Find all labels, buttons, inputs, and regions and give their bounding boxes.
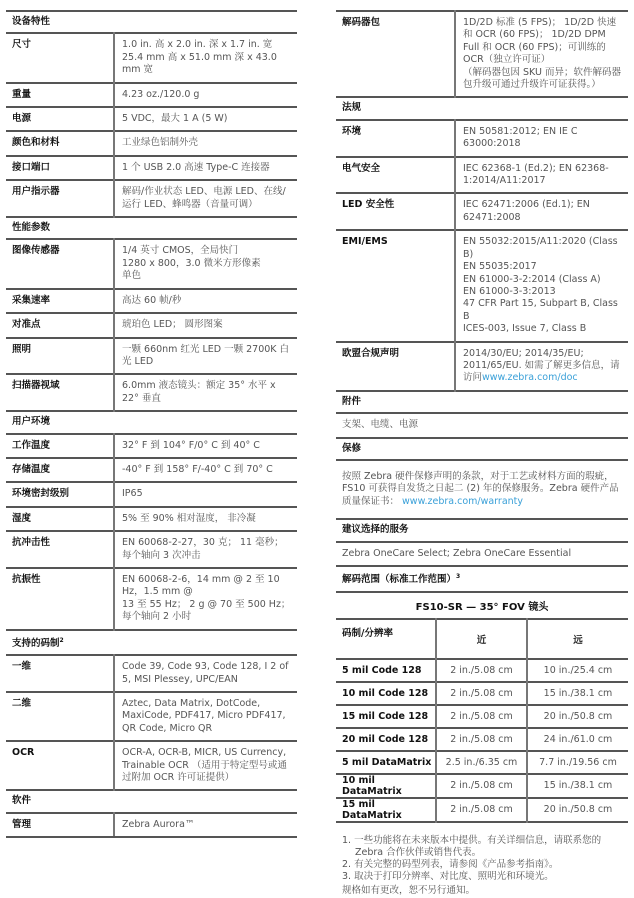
spec-value: 5 VDC，最大 1 A (5 W) <box>114 107 297 131</box>
spec-key: 环境 <box>336 120 455 157</box>
section-title: 附件 <box>336 391 628 413</box>
spec-row <box>6 741 297 790</box>
spec-table-left <box>6 10 297 838</box>
spec-key: 解码器包 <box>336 11 455 97</box>
spec-row <box>6 131 297 155</box>
spec-key: LED 安全性 <box>336 193 455 230</box>
spec-row <box>6 507 297 531</box>
symbology: 15 mil DataMatrix <box>336 798 436 822</box>
spec-value: OCR-A, OCR-B, MICR, US Currency, Trainable OCR （适用于特定型号或通过附加 OCR 许可证提供） <box>114 741 297 790</box>
spec-table-right <box>336 10 628 591</box>
spec-row <box>6 374 297 411</box>
near-range: 2 in./5.08 cm <box>436 659 527 682</box>
col-header-near: 近 <box>436 619 527 659</box>
far-range: 20 in./50.8 cm <box>527 798 628 822</box>
spec-value: 5% 至 90% 相对湿度， 非冷凝 <box>114 507 297 531</box>
spec-row <box>6 692 297 741</box>
section-title: 软件 <box>12 795 32 807</box>
footnote-ref: 2 <box>59 636 64 644</box>
spec-row <box>336 542 628 566</box>
spec-row <box>336 230 628 341</box>
spec-value <box>455 157 628 194</box>
spec-key: 用户指示器 <box>6 180 114 217</box>
section-header <box>336 438 628 460</box>
symbology: 5 mil DataMatrix <box>336 751 436 774</box>
spec-row <box>6 482 297 506</box>
spec-key: 对准点 <box>6 313 114 337</box>
spec-row <box>336 342 628 391</box>
section-header <box>336 97 628 119</box>
section-title: 支持的码制 <box>12 637 60 649</box>
spec-row <box>6 338 297 375</box>
spec-key: 工作温度 <box>6 434 114 458</box>
spec-row <box>6 156 297 180</box>
spec-key: 管理 <box>6 813 114 837</box>
footnote: 3. 取决于打印分辨率、对比度、照明光和环境光。 <box>342 871 554 883</box>
footnote: 2. 有关完整的码型列表，请参阅《产品参考指南》。 <box>342 858 559 870</box>
spec-value: 琥珀色 LED； 圆形图案 <box>114 313 297 337</box>
spec-row <box>6 313 297 337</box>
spec-value: EN 60068-2-27，30 克； 11 毫秒；每个轴向 3 次冲击 <box>114 531 297 568</box>
footnote-ref: 3 <box>456 573 461 580</box>
spec-row <box>336 157 628 194</box>
col-header-symbology: 码制/分辨率 <box>336 619 436 659</box>
disclaimer: 规格如有更改，恕不另行通知。 <box>342 885 476 897</box>
section-header <box>6 790 297 812</box>
spec-key: 电源 <box>6 107 114 131</box>
spec-value: 1D/2D 标准 (5 FPS)； 1D/2D 快速和 OCR (60 FPS)； 1D/2D DPM Full 和 OCR (60 FPS)；可训练的 OCR（独立许可证） （解码器包因 SKU 而异；软件解码器包升级可通过升级许可证获得。） <box>455 11 628 97</box>
spec-value: 工业绿色铝制外壳 <box>114 131 297 155</box>
spec-value: 1/4 英寸 CMOS，全局快门 1280 x 800，3.0 微米方形像素 单色 <box>114 239 297 288</box>
symbology: 10 mil Code 128 <box>336 682 436 705</box>
spec-value: 4.23 oz./120.0 g <box>114 83 297 107</box>
section-header <box>6 11 297 33</box>
warranty-link[interactable]: www.zebra.com/warranty <box>402 495 524 507</box>
range-row <box>336 705 628 728</box>
section-header <box>6 411 297 433</box>
spec-row <box>6 33 297 82</box>
spec-key: 抗冲击性 <box>6 531 114 568</box>
spec-row <box>6 813 297 837</box>
far-range: 24 in./61.0 cm <box>527 728 628 751</box>
spec-value-text: IEC 62368-1 (Ed.2); EN 62368-1:2014/A11:2017 <box>463 162 609 187</box>
near-range: 2 in./5.08 cm <box>436 705 527 728</box>
spec-row <box>6 289 297 313</box>
section-title: 用户环境 <box>12 416 51 428</box>
symbology: 10 mil DataMatrix <box>336 774 436 798</box>
far-range: 7.7 in./19.56 cm <box>527 751 628 774</box>
spec-value: 解码/作业状态 LED、电源 LED、在线/运行 LED、蜂鸣器（音量可调） <box>114 180 297 217</box>
col-header-far: 远 <box>527 619 628 659</box>
far-range: 20 in./50.8 cm <box>527 705 628 728</box>
section-header <box>6 217 297 239</box>
near-range: 2.5 in./6.35 cm <box>436 751 527 774</box>
decode-range-table <box>336 618 628 823</box>
spec-key: 采集速率 <box>6 289 114 313</box>
spec-value: Aztec, Data Matrix, DotCode, MaxiCode, PDF417, Micro PDF417, QR Code, Micro QR <box>114 692 297 741</box>
spec-value <box>455 193 628 230</box>
spec-value: Code 39, Code 93, Code 128, I 2 of 5, MSI Plessey, UPC/EAN <box>114 655 297 692</box>
spec-key: 二维 <box>6 692 114 741</box>
spec-key: 湿度 <box>6 507 114 531</box>
spec-value: -40° F 到 158° F/-40° C 到 70° C <box>114 458 297 482</box>
far-range: 15 in./38.1 cm <box>527 774 628 798</box>
spec-row <box>6 531 297 568</box>
section-header <box>336 566 628 591</box>
services-text: Zebra OneCare Select; Zebra OneCare Essential <box>336 542 628 566</box>
symbology: 5 mil Code 128 <box>336 659 436 682</box>
spec-value: 一颗 660nm 红光 LED 一颗 2700K 白光 LED <box>114 338 297 375</box>
spec-value: 1 个 USB 2.0 高速 Type-C 连接器 <box>114 156 297 180</box>
footnotes <box>336 835 628 898</box>
range-row <box>336 774 628 798</box>
footnote: 1. 一些功能将在未来版本中提供。有关详细信息，请联系您的 Zebra 合作伙伴或销售代表。 <box>342 834 602 858</box>
section-title: 性能参数 <box>12 222 51 234</box>
range-row <box>336 798 628 822</box>
spec-key: EMI/EMS <box>336 230 455 341</box>
spec-key: 一维 <box>6 655 114 692</box>
spec-value-text: IEC 62471:2006 (Ed.1); EN 62471:2008 <box>463 199 590 223</box>
spec-key: 抗振性 <box>6 568 114 630</box>
spec-row <box>6 568 297 630</box>
accessories-text: 支架、电缆、电源 <box>336 413 628 437</box>
spec-value <box>455 120 628 157</box>
near-range: 2 in./5.08 cm <box>436 682 527 705</box>
doc-link[interactable]: www.zebra.com/doc <box>482 372 578 384</box>
spec-row <box>336 193 628 230</box>
spec-value: 1.0 in. 高 x 2.0 in. 深 x 1.7 in. 宽 25.4 mm 高 x 51.0 mm 深 x 43.0 mm 宽 <box>114 33 297 82</box>
spec-row <box>6 83 297 107</box>
spec-row <box>336 11 628 97</box>
warranty-text: 按照 Zebra 硬件保修声明的条款，对于工艺或材料方面的瑕疵，FS10 可获得自发货之日起二 (2) 年的保修服务。Zebra 硬件产品质量保证书： <box>342 470 619 507</box>
spec-row <box>336 413 628 437</box>
far-range: 15 in./38.1 cm <box>527 682 628 705</box>
spec-row <box>6 458 297 482</box>
spec-key: OCR <box>6 741 114 790</box>
spec-row <box>336 120 628 157</box>
near-range: 2 in./5.08 cm <box>436 798 527 822</box>
spec-row <box>6 107 297 131</box>
spec-value-text: EN 55032:2015/A11:2020 (Class B) EN 55035:2017 EN 61000-3-2:2014 (Class A) EN 61000-3-3:2013 47 CFR Part 15, Subpart B, Class B ICES-003, Issue 7, Class B <box>463 236 618 335</box>
spec-value: 高达 60 帧/秒 <box>114 289 297 313</box>
section-title: 法规 <box>336 97 628 119</box>
spec-value: Zebra Aurora™ <box>114 813 297 837</box>
spec-key: 尺寸 <box>6 33 114 82</box>
spec-key: 重量 <box>6 83 114 107</box>
section-header <box>6 630 297 656</box>
spec-key: 颜色和材料 <box>6 131 114 155</box>
spec-row <box>6 180 297 217</box>
right-column <box>336 10 628 898</box>
section-title: 设备特性 <box>12 16 51 27</box>
spec-value-text: 2014/30/EU; 2014/35/EU; 2011/65/EU. 如需了解更多信息，请访问 <box>463 347 620 384</box>
spec-key: 照明 <box>6 338 114 375</box>
section-title: 解码范围（标准工作范围） <box>342 574 457 586</box>
spec-value <box>455 230 628 341</box>
spec-value: 32° F 到 104° F/0° C 到 40° C <box>114 434 297 458</box>
far-range: 10 in./25.4 cm <box>527 659 628 682</box>
section-header <box>336 519 628 541</box>
range-row <box>336 682 628 705</box>
spec-key: 接口端口 <box>6 156 114 180</box>
spec-key: 环境密封级别 <box>6 482 114 506</box>
section-title: 保修 <box>336 438 628 460</box>
spec-row <box>6 239 297 288</box>
section-header <box>336 391 628 413</box>
spec-value-text: EN 50581:2012; EN IE C 63000:2018 <box>463 125 578 150</box>
near-range: 2 in./5.08 cm <box>436 774 527 798</box>
spec-value <box>455 342 628 391</box>
spec-row <box>6 655 297 692</box>
near-range: 2 in./5.08 cm <box>436 728 527 751</box>
spec-key: 扫描器视域 <box>6 374 114 411</box>
spec-row <box>336 460 628 519</box>
spec-key: 电气安全 <box>336 157 455 194</box>
symbology: 20 mil Code 128 <box>336 728 436 751</box>
range-header-row <box>336 619 628 659</box>
range-row <box>336 659 628 682</box>
spec-key: 图像传感器 <box>6 239 114 288</box>
spec-value: IP65 <box>114 482 297 506</box>
spec-row <box>6 434 297 458</box>
spec-value: EN 60068-2-6，14 mm @ 2 至 10 Hz，1.5 mm @ 13 至 55 Hz； 2 g @ 70 至 500 Hz；每个轴向 2 小时 <box>114 568 297 630</box>
spec-key: 欧盟合规声明 <box>336 342 455 391</box>
section-title: 建议选择的服务 <box>336 519 628 541</box>
spec-key: 存储温度 <box>6 458 114 482</box>
left-column <box>6 10 297 838</box>
symbology: 15 mil Code 128 <box>336 705 436 728</box>
range-subtitle: FS10-SR — 35° FOV 镜头 <box>336 591 628 618</box>
range-row <box>336 751 628 774</box>
range-row <box>336 728 628 751</box>
spec-value: 6.0mm 液态镜头：额定 35° 水平 x 22° 垂直 <box>114 374 297 411</box>
